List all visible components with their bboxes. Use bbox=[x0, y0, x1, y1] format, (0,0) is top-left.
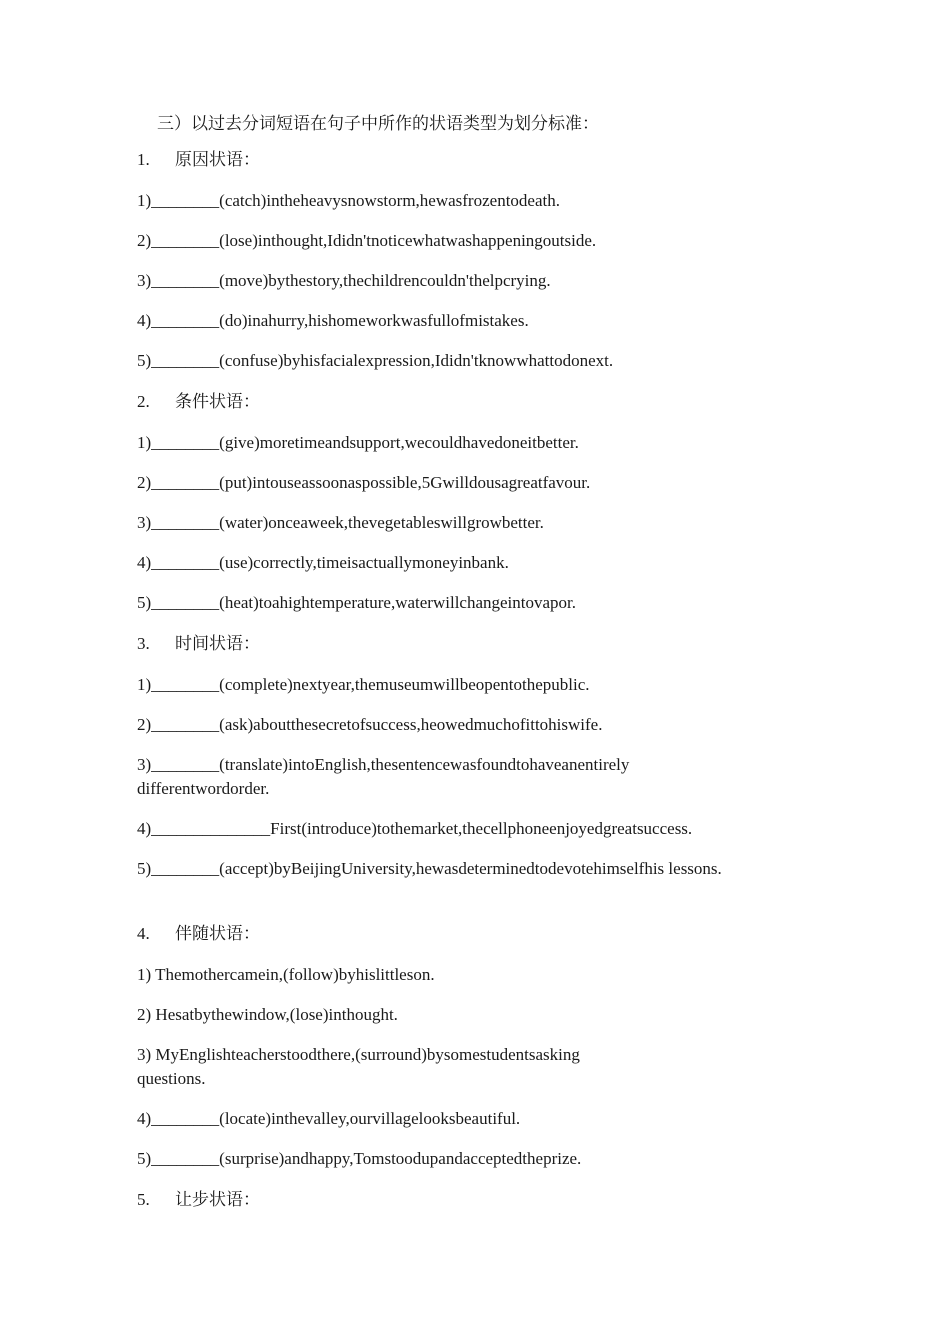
exercise-item: 2)________(put)intouseassoonaspossible,5Gwilldousagreatfavour. bbox=[137, 473, 591, 492]
exercise-item: 5)________(heat)toahightemperature,waterwillchangeintovapor. bbox=[137, 593, 577, 612]
section-heading bbox=[137, 922, 260, 946]
exercise-item: 1)________(catch)intheheavysnowstorm,hewasfrozentodeath. bbox=[137, 191, 560, 210]
exercise-item: 4)________(locate)inthevalley,ourvillagelooksbeautiful. bbox=[137, 1109, 521, 1128]
section-title: 让步状语： bbox=[175, 1190, 260, 1209]
section-heading bbox=[137, 148, 260, 172]
section-number: 4. bbox=[137, 924, 150, 943]
section-heading bbox=[137, 390, 260, 414]
section-number: 3. bbox=[137, 634, 150, 653]
section-title: 原因状语： bbox=[175, 150, 260, 169]
section-heading bbox=[137, 632, 260, 656]
exercise-item: 3)________(translate)intoEnglish,thesentencewasfoundtohaveanentirely differentwordorder. bbox=[137, 755, 630, 798]
page-heading: 三）以过去分词短语在句子中所作的状语类型为划分标准： bbox=[157, 114, 599, 133]
exercise-item: 5)________(accept)byBeijingUniversity,hewasdeterminedtodevotehimselfhis lessons. bbox=[137, 859, 722, 878]
exercise-item: 3)________(move)bythestory,thechildrencouldn'thelpcrying. bbox=[137, 271, 551, 290]
exercise-item: 4)______________First(introduce)tothemarket,thecellphoneenjoyedgreatsuccess. bbox=[137, 819, 693, 838]
exercise-item: 2)________(ask)aboutthesecretofsuccess,heowedmuchofittohiswife. bbox=[137, 715, 603, 734]
section-number: 2. bbox=[137, 392, 150, 411]
exercise-item: 4)________(do)inahurry,hishomeworkwasfullofmistakes. bbox=[137, 311, 529, 330]
section-title: 条件状语： bbox=[175, 392, 260, 411]
exercise-item: 3)________(water)onceaweek,thevegetableswillgrowbetter. bbox=[137, 513, 544, 532]
exercise-item: 2)________(lose)inthought,Ididn'tnoticewhatwashappeningoutside. bbox=[137, 231, 597, 250]
section-number: 1. bbox=[137, 150, 150, 169]
exercise-item: 1) Themothercamein,(follow)byhislittleson. bbox=[137, 965, 435, 984]
exercise-item: 5)________(surprise)andhappy,Tomstoodupandacceptedtheprize. bbox=[137, 1149, 582, 1168]
section-number: 5. bbox=[137, 1190, 150, 1209]
exercise-item: 5)________(confuse)byhisfacialexpression,Ididn'tknowwhattodonext. bbox=[137, 351, 614, 370]
section-title: 伴随状语： bbox=[175, 924, 260, 943]
exercise-item: 4)________(use)correctly,timeisactuallymoneyinbank. bbox=[137, 553, 509, 572]
section-title: 时间状语： bbox=[175, 634, 260, 653]
exercise-item: 3) MyEnglishteacherstoodthere,(surround)bysomestudentsasking questions. bbox=[137, 1045, 580, 1088]
section-heading bbox=[137, 1188, 260, 1212]
exercise-item: 1)________(complete)nextyear,themuseumwillbeopentothepublic. bbox=[137, 675, 590, 694]
exercise-item: 2) Hesatbythewindow,(lose)inthought. bbox=[137, 1005, 398, 1024]
exercise-item: 1)________(give)moretimeandsupport,wecouldhavedoneitbetter. bbox=[137, 433, 579, 452]
